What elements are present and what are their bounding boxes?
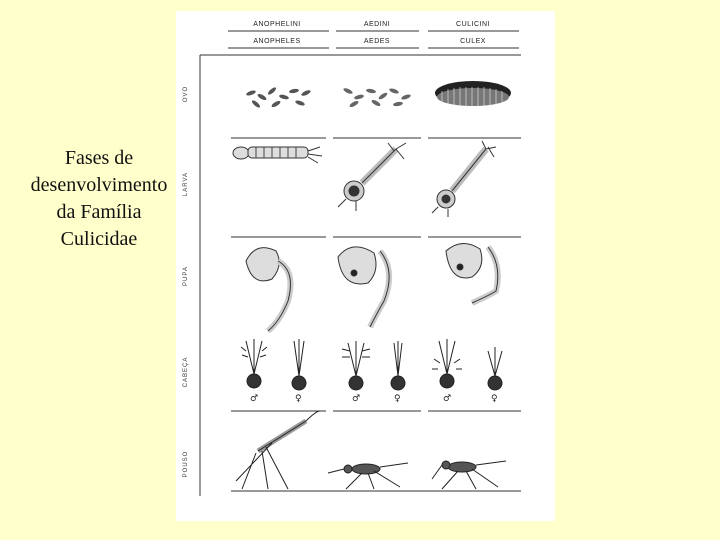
- anopheles-resting: [236, 411, 320, 489]
- anopheles-larva: [233, 147, 322, 163]
- caption-line: Fases de: [64, 147, 134, 169]
- female-symbol: ♀: [491, 394, 498, 404]
- row-label-ovo: OVO: [183, 85, 189, 103]
- male-symbol: ♂: [352, 394, 361, 404]
- aedes-larva: [338, 143, 406, 211]
- caption-line: da Família: [56, 201, 142, 223]
- culex-resting: [432, 461, 506, 489]
- aedes-pupa: [338, 247, 389, 327]
- genus-label: CULEX: [460, 38, 486, 45]
- genus-label: AEDES: [363, 38, 391, 45]
- tribe-label: AEDINI: [363, 21, 391, 28]
- culicidae-figure: [176, 11, 555, 521]
- figure-drawing: [176, 11, 555, 521]
- caption-line: Culicidae: [60, 228, 138, 250]
- anopheles-eggs: [246, 86, 312, 108]
- row-label-pouso: POUSO: [183, 450, 189, 478]
- culex-larva: [432, 141, 496, 217]
- culex-egg-raft: [435, 81, 511, 106]
- row-label-larva: LARVA: [183, 171, 189, 197]
- culex-pupa: [446, 243, 498, 303]
- row-label-cabeca: CABEÇA: [183, 356, 189, 388]
- tribe-label: ANOPHELINI: [253, 21, 301, 28]
- aedes-resting: [328, 463, 408, 489]
- aedes-eggs: [343, 87, 412, 108]
- female-symbol: ♀: [295, 394, 302, 404]
- slide-caption: [14, 145, 184, 253]
- tribe-label: CULICINI: [456, 21, 490, 28]
- male-symbol: ♂: [443, 394, 452, 404]
- mosquito-heads: [241, 339, 502, 390]
- male-symbol: ♂: [250, 394, 259, 404]
- female-symbol: ♀: [394, 394, 401, 404]
- anopheles-pupa: [246, 248, 290, 331]
- row-label-pupa: PUPA: [183, 266, 189, 286]
- genus-label: ANOPHELES: [253, 38, 301, 45]
- caption-line: desenvolvimento: [30, 174, 168, 196]
